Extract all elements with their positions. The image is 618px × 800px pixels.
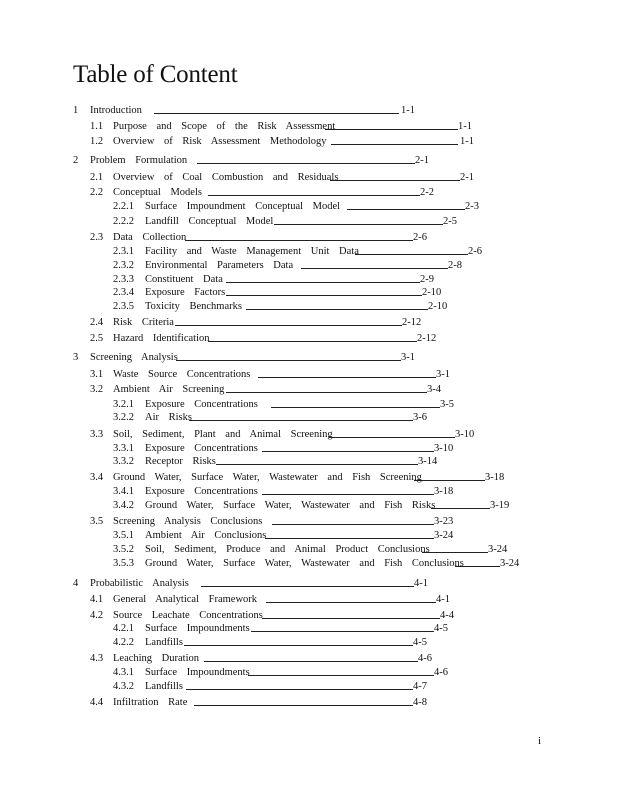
toc-leader-line [246,309,428,310]
toc-leader-line [226,282,420,283]
toc-entry-page: 2-3 [465,201,479,212]
toc-entry-number: 4 [73,578,79,589]
toc-entry [113,499,540,513]
toc-entry-page: 3-4 [427,384,441,395]
toc-entry-number: 3.5.2 [113,544,134,555]
toc-entry [90,471,540,485]
toc-entry-label: Air Risks [145,412,192,423]
toc-leader-line [265,538,434,539]
page-title: Table of Content [73,61,238,88]
toc-entry [113,200,540,214]
toc-entry-label: Data Collection [113,232,187,243]
toc-leader-line [330,180,460,181]
toc-leader-line [248,675,434,676]
toc-entry-label: Waste Source Concentrations [113,369,251,380]
toc-entry-number: 2.2.1 [113,201,134,212]
toc-entry-page: 2-12 [402,317,422,328]
toc-entry [113,398,540,412]
toc-leader-line [414,480,485,481]
toc-entry [113,411,540,425]
toc-entry-number: 3.4 [90,472,104,483]
toc-leader-line [266,602,436,603]
toc-leader-line [262,451,434,452]
toc-entry-page: 4-6 [418,653,432,664]
toc-leader-line [272,524,434,525]
toc-entry-label: Leaching Duration [113,653,200,664]
toc-entry-number: 2.3.2 [113,260,134,271]
toc-entry-number: 3.4.1 [113,486,134,497]
toc-entry [113,636,540,650]
toc-leader-line [185,240,413,241]
toc-entry-number: 3.3.2 [113,456,134,467]
toc-leader-line [186,689,413,690]
toc-entry-page: 2-6 [468,246,482,257]
toc-entry-number: 4.3.2 [113,681,134,692]
toc-entry-label: Toxicity Benchmarks [145,301,242,312]
toc-entry [90,186,540,200]
toc-entry-number: 2.5 [90,333,104,344]
toc-entry-page: 2-12 [417,333,437,344]
toc-entry-number: 3.2.1 [113,399,134,410]
toc-entry-label: Exposure Concentrations [145,443,258,454]
toc-entry-label: Surface Impoundment Conceptual Model [145,201,341,212]
toc-entry-page: 3-5 [440,399,454,410]
toc-entry-number: 2.3.1 [113,246,134,257]
toc-leader-line [355,254,468,255]
toc-entry-number: 4.3 [90,653,104,664]
toc-leader-line [154,113,399,114]
toc-entry-label: Conceptual Models [113,187,202,198]
toc-entry-page: 4-8 [413,697,427,708]
toc-leader-line [455,566,500,567]
toc-entry [113,215,540,229]
toc-entry-number: 2.4 [90,317,104,328]
toc-entry-number: 2 [73,155,79,166]
toc-leader-line [329,437,455,438]
toc-entry-page: 4-7 [413,681,427,692]
toc-entry [90,428,540,442]
toc-leader-line [189,420,413,421]
toc-entry [90,135,540,149]
toc-entry-page: 3-1 [436,369,450,380]
toc-entry-number: 3.2.2 [113,412,134,423]
toc-entry-label: Constituent Data [145,274,223,285]
toc-entry-label: Hazard Identification [113,333,210,344]
toc-entry-label: Ground Water, Surface Water, Wastewater and Fish Risks [145,500,436,511]
toc-entry-label: Exposure Concentrations [145,486,258,497]
toc-entry-label: Ambient Air Conclusions [145,530,267,541]
toc-entry [113,666,540,680]
toc-entry-number: 2.3.3 [113,274,134,285]
toc-entry-page: 3-1 [401,352,415,363]
toc-entry-page: 1-1 [401,105,415,116]
toc-leader-line [274,224,443,225]
toc-entry-label: Problem Formulation [90,155,188,166]
toc-entry-page: 3-24 [500,558,520,569]
toc-entry-number: 2.2.2 [113,216,134,227]
toc-entry [113,245,540,259]
toc-entry-page: 4-1 [436,594,450,605]
toc-entry [90,171,540,185]
toc-entry [90,368,540,382]
toc-entry [90,332,540,346]
toc-leader-line [271,407,440,408]
toc-entry-number: 4.4 [90,697,104,708]
toc-entry-label: Environmental Parameters Data [145,260,294,271]
toc-entry-number: 1.2 [90,136,104,147]
toc-entry [113,680,540,694]
toc-entry [113,557,540,571]
toc-entry-number: 3.2 [90,384,104,395]
toc-entry-page: 4-5 [413,637,427,648]
toc-entry-label: Exposure Factors [145,287,226,298]
toc-entry-page: 4-6 [434,667,448,678]
toc-leader-line [422,552,488,553]
toc-leader-line [325,129,458,130]
toc-entry [113,455,540,469]
toc-entry-label: Ambient Air Screening [113,384,225,395]
toc-leader-line [201,586,414,587]
toc-entry-label: Landfill Conceptual Model [145,216,274,227]
toc-entry-number: 3.5.1 [113,530,134,541]
toc-leader-line [331,144,458,145]
toc-entry-page: 3-14 [418,456,438,467]
toc-entry-page: 3-24 [488,544,508,555]
toc-entry-number: 2.3.4 [113,287,134,298]
toc-entry-label: Risk Criteria [113,317,174,328]
toc-entry-page: 2-10 [422,287,442,298]
toc-entry-page: 4-4 [440,610,454,621]
toc-entry-number: 4.2.2 [113,637,134,648]
toc-entry [90,316,540,330]
toc-entry [113,259,540,273]
toc-entry-number: 3.3.1 [113,443,134,454]
toc-leader-line [176,360,401,361]
toc-entry-number: 4.3.1 [113,667,134,678]
toc-entry [113,442,540,456]
toc-entry-number: 2.1 [90,172,104,183]
toc-entry-number: 3.5.3 [113,558,134,569]
toc-entry-label: Introduction [90,105,142,116]
toc-leader-line [226,392,427,393]
toc-entry-page: 4-1 [414,578,428,589]
toc-leader-line [216,464,418,465]
toc-entry-label: Overview of Risk Assessment Methodology [113,136,327,147]
toc-entry [113,529,540,543]
toc-entry-label: Infiltration Rate [113,697,188,708]
toc-entry [90,593,540,607]
toc-entry-label: Surface Impoundments [145,667,250,678]
toc-entry-number: 2.2 [90,187,104,198]
toc-entry-page: 3-23 [434,516,454,527]
toc-leader-line [204,661,418,662]
toc-leader-line [251,631,434,632]
toc-entry-number: 4.2 [90,610,104,621]
toc-leader-line [258,377,436,378]
toc-entry-number: 3.5 [90,516,104,527]
toc-entry-number: 2.3.5 [113,301,134,312]
toc-entry-page: 4-5 [434,623,448,634]
toc-entry-page: 2-1 [460,172,474,183]
toc-entry [113,273,540,287]
toc-entry-page: 2-10 [428,301,448,312]
toc-leader-line [208,341,417,342]
toc-entry-label: Purpose and Scope of the Risk Assessment [113,121,336,132]
toc-leader-line [301,268,448,269]
toc-entry-page: 3-19 [490,500,510,511]
toc-entry-number: 4.1 [90,594,104,605]
toc-entry [90,515,540,529]
toc-leader-line [262,618,440,619]
toc-entry-label: Probabilistic Analysis [90,578,189,589]
toc-entry-number: 1 [73,105,79,116]
toc-entry-page: 2-6 [413,232,427,243]
toc-leader-line [226,295,422,296]
toc-entry-number: 3.3 [90,429,104,440]
toc-entry-label: Ground Water, Surface Water, Wastewater and Fish Screening [113,472,422,483]
toc-entry [90,383,540,397]
toc-entry-page: 1-1 [460,136,474,147]
toc-entry-page: 1-1 [458,121,472,132]
toc-entry [90,652,540,666]
toc-entry-label: Soil, Sediment, Produce and Animal Product Conclusions [145,544,430,555]
toc-entry [90,231,540,245]
toc-entry-page: 2-1 [415,155,429,166]
toc-entry-label: Soil, Sediment, Plant and Animal Screening [113,429,333,440]
toc-leader-line [197,163,415,164]
toc-entry [90,609,540,623]
toc-entry-number: 2.3 [90,232,104,243]
toc-leader-line [175,325,402,326]
toc-entry-label: Overview of Coal Combustion and Residuals [113,172,339,183]
toc-entry [73,351,540,365]
toc-entry-page: 3-6 [413,412,427,423]
toc-leader-line [194,705,413,706]
toc-entry-page: 2-8 [448,260,462,271]
toc-entry-label: Screening Analysis [90,352,178,363]
toc-entry-page: 2-5 [443,216,457,227]
toc-entry [73,154,540,168]
toc-entry-label: Source Leachate Concentrations [113,610,263,621]
toc-entry [113,485,540,499]
toc-entry-label: Landfills [145,681,183,692]
toc-leader-line [431,508,490,509]
toc-entry-label: Ground Water, Surface Water, Wastewater and Fish Conclusions [145,558,464,569]
toc-entry [73,577,540,591]
toc-entry-number: 3.1 [90,369,104,380]
page-number-footer: i [538,735,542,747]
toc-entry-page: 2-9 [420,274,434,285]
toc-entry-label: Exposure Concentrations [145,399,258,410]
toc-entry-page: 3-18 [485,472,505,483]
toc-entry [113,543,540,557]
toc-entry [90,696,540,710]
toc-entry-number: 4.2.1 [113,623,134,634]
toc-entry-number: 3.4.2 [113,500,134,511]
toc-entry [90,120,540,134]
toc-entry-label: Landfills [145,637,183,648]
toc-entry-number: 1.1 [90,121,104,132]
toc-entry-label: Surface Impoundments [145,623,250,634]
toc-entry [73,104,540,118]
toc-entry-page: 3-24 [434,530,454,541]
toc-entry [113,300,540,314]
toc-entry-label: Facility and Waste Management Unit Data [145,246,359,257]
toc-entry-label: Screening Analysis Conclusions [113,516,263,527]
toc-entry [113,286,540,300]
toc-entry-page: 3-18 [434,486,454,497]
toc-entry-page: 3-10 [455,429,475,440]
toc-entry-label: Receptor Risks [145,456,216,467]
toc-entry-number: 3 [73,352,79,363]
toc-entry [113,622,540,636]
toc-leader-line [347,209,465,210]
toc-entry-page: 3-10 [434,443,454,454]
toc-leader-line [208,195,420,196]
toc-entry-page: 2-2 [420,187,434,198]
toc-entry-label: General Analytical Framework [113,594,258,605]
toc-leader-line [184,645,413,646]
toc-leader-line [262,494,434,495]
